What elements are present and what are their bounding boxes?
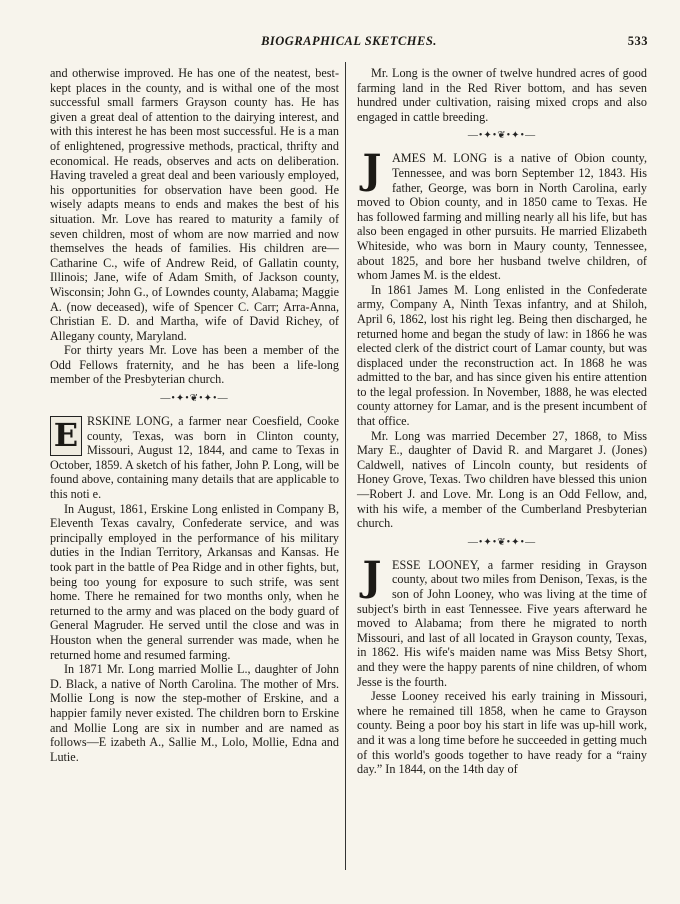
jesse-sketch-paragraph: Jesse Looney received his early training in Missouri, where he remained till 1858, when he came to Grayson county. Being a poor boy his start in life was up-hill work, and it was a long time before he succeeded in getting much of this world's goods together to have ready for a “rainy day.” In 1844, on the 14th day of [357,689,647,777]
page-number: 533 [627,34,648,48]
section-ornament: —•✦•❦•✦•— [160,393,229,405]
drop-cap: J [362,146,382,194]
section-ornament: —•✦•❦•✦•— [467,130,537,142]
right-column [357,66,647,777]
section-ornament: —•✦•❦•✦•— [467,536,537,548]
james-sketch-paragraph: AMES M. LONG is a native of Obion county, Tennessee, and was born September 12, 1843. His father, George, was born in North Carolina, early moved to Obion county, and in 1850 came to Texas. He has followed farming and milling nearly all his life, but has also been engaged in other pursuits. He married Elizabeth Whiteside, who was born in Maury county, Tennessee, about 1825, and bore her husband twelve children, of whom James M. is the eldest. [357,151,647,283]
love-sketch-paragraph: For thirty years Mr. Love has been a member of the Odd Fellows fraternity, and he has been a life-long member of the Presbyterian church. [50,343,339,387]
love-sketch-paragraph: and otherwise improved. He has one of the neatest, best-kept places in the county, and is withal one of the most successful small farmers Grayson county has. He has given a great deal of attention to the dairying interest, and with this interest he has been most successful. He is a man of enlightened, progressive methods, practical, thrifty and economical. He reads, observes and acts on deliberation. Having traveled a great deal and been variously employed, his opportunities for observation have been good. He wisely adapts means to ends and makes the best of his situation. Mr. Love has reared to maturity a family of seven children, most of whom are now married and now themselves the heads of families. His children are—Catharine C., wife of Andrew Reid, of Gallatin county, Illinois; Jane, wife of Adam Smith, of Jackson county, Wisconsin; John G., of Lowndes county, Alabama; Maggie A. (now deceased), wife of Spencer C. Carr; Arra-Anna, Christian E. D. and Martha, wife of David Richey, of Allegany county, Maryland. [50,66,339,343]
james-sketch-paragraph: In 1861 James M. Long enlisted in the Confederate army, Company A, Ninth Texas infantry, and at Shiloh, April 6, 1862, lost his right leg. Being then discharged, he returned home and began the study of law: in 1866 he was elected clerk of the district court of Lamar county, but was displaced under the reconstruction act. In 1868 he was admitted to the bar, and has since given his entire attention to the legal profession. In November, 1888, he was elected county attorney for Lamar, and is the present incumbent of that office. [357,282,647,429]
running-title: BIOGRAPHICAL SKETCHES. [261,34,437,48]
jesse-sketch-paragraph: ESSE LOONEY, a farmer residing in Grayson county, about two miles from Denison, Texas, is the son of John Looney, who was living at the time of subject's birth in east Tennessee. Five years afterward he moved to Alabama; from there he migrated to north Missouri, and last of all located in Grayson county, Texas, in 1862. His wife's maiden name was Miss Betsy Short, and they were the happy parents of nine children, of whom Jesse is the fourth. [357,557,647,689]
erskine-sketch-paragraph: In August, 1861, Erskine Long enlisted in Company B, Eleventh Texas cavalry, Confederate service, and was principally employed in the performance of his military duties in the Indian Territory, Arkansas and Kansas. He took part in the battle of Pea Ridge and in other fights, but, being too young for exposure to such strife, was sent home. There he remained for two months only, when he returned to the army and was placed on the body guard of General Magruder. He served until the close and was in Houston when the general surrender was made, when he returned home and resumed farming. [50,501,339,662]
erskine-sketch-paragraph: RSKINE LONG, a farmer near Coesfield, Cooke county, Texas, was born in Clinton county, Missouri, August 12, 1844, and came to Texas in October, 1859. A sketch of his father, John P. Long, will be found above, containing many details that are applicable to this noti e. [50,414,339,502]
james-long-sketch [357,146,647,283]
drop-cap: J [362,552,382,600]
james-sketch-paragraph: Mr. Long was married December 27, 1868, to Miss Mary E., daughter of David R. and Margaret J. (Jones) Caldwell, natives of Lincoln county, but residents of Honey Grove, Texas. Two children have blessed this union—Robert J. and Love. Mr. Long is an Odd Fellow, and, with his wife, a member of the Cumberland Presbyterian church. [357,428,647,531]
jesse-looney-sketch [357,552,647,689]
running-header [50,34,648,54]
erskine-long-sketch [50,414,339,502]
column-divider [345,62,346,870]
erskine-sketch-paragraph: Mr. Long is the owner of twelve hundred acres of good farming land in the Red River bottom, and has seven hundred under cultivation, raising mixed crops and also engaged in cattle breeding. [357,66,647,124]
drop-cap: E [50,416,82,456]
erskine-sketch-paragraph: In 1871 Mr. Long married Mollie L., daughter of John D. Black, a native of North Carolina. The mother of Mrs. Mollie Long is now the step-mother of Erskine, and a happier family never existed. The children born to Erskine and Mollie Long are six in number and are named as follows—E izabeth A., Sallie M., Lolo, Mollie, Edna and Lutie. [50,662,339,764]
left-column [50,66,339,764]
